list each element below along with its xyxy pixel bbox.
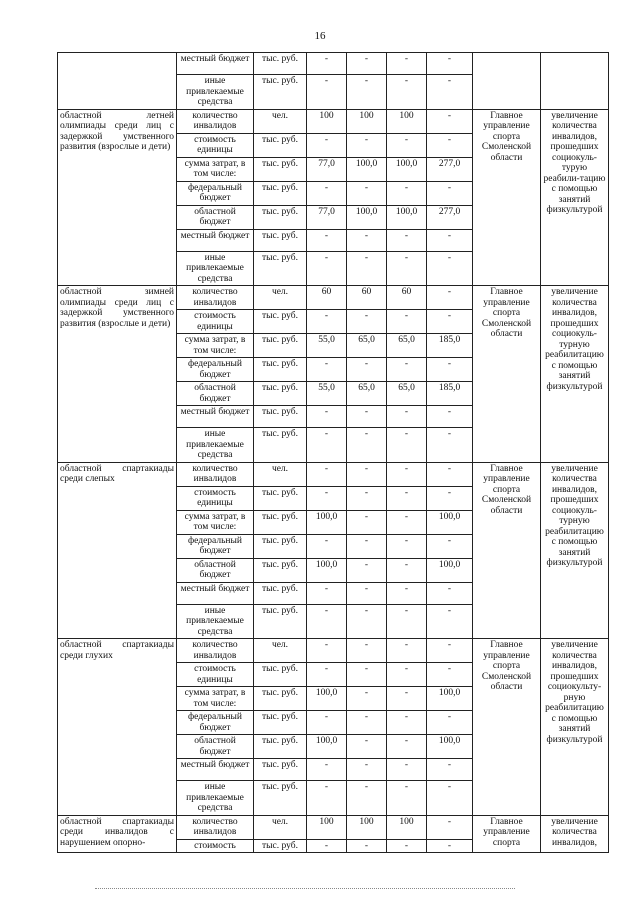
value-cell: - xyxy=(427,109,473,133)
metric-cell: количество инвалидов xyxy=(177,639,254,663)
unit-cell: тыс. руб. xyxy=(254,75,307,110)
value-cell: - xyxy=(347,781,387,816)
value-cell: - xyxy=(427,181,473,205)
value-cell: - xyxy=(307,759,347,781)
unit-cell: тыс. руб. xyxy=(254,759,307,781)
unit-cell: тыс. руб. xyxy=(254,534,307,558)
unit-cell: тыс. руб. xyxy=(254,334,307,358)
value-cell: - xyxy=(427,133,473,157)
value-cell: - xyxy=(387,229,427,251)
metric-cell: федеральный бюджет xyxy=(177,711,254,735)
value-cell: - xyxy=(307,181,347,205)
value-cell: - xyxy=(387,687,427,711)
executor-cell: Главное управление спорта Смоленской области xyxy=(473,462,541,639)
unit-cell: тыс. руб. xyxy=(254,205,307,229)
value-cell: 100,0 xyxy=(307,558,347,582)
value-cell: - xyxy=(427,310,473,334)
value-cell: - xyxy=(387,711,427,735)
value-cell: - xyxy=(427,462,473,486)
value-cell: - xyxy=(307,582,347,604)
value-cell: 100,0 xyxy=(427,687,473,711)
value-cell: 100,0 xyxy=(307,687,347,711)
metric-cell: областной бюджет xyxy=(177,558,254,582)
value-cell: 100,0 xyxy=(387,205,427,229)
value-cell: - xyxy=(347,687,387,711)
value-cell: 65,0 xyxy=(387,382,427,406)
value-cell: - xyxy=(387,639,427,663)
unit-cell: тыс. руб. xyxy=(254,486,307,510)
metric-cell: иные привлекаемые средства xyxy=(177,781,254,816)
value-cell: - xyxy=(387,310,427,334)
value-cell: - xyxy=(427,75,473,110)
metric-cell: иные привлекаемые средства xyxy=(177,604,254,639)
value-cell: 100,0 xyxy=(387,157,427,181)
unit-cell: тыс. руб. xyxy=(254,181,307,205)
unit-cell: чел. xyxy=(254,815,307,839)
value-cell: - xyxy=(427,604,473,639)
metric-cell: сумма затрат, в том числе: xyxy=(177,510,254,534)
value-cell: 100 xyxy=(347,815,387,839)
value-cell: 60 xyxy=(387,286,427,310)
value-cell: 100,0 xyxy=(427,558,473,582)
value-cell: - xyxy=(347,558,387,582)
unit-cell: чел. xyxy=(254,286,307,310)
unit-cell: тыс. руб. xyxy=(254,510,307,534)
executor-cell xyxy=(473,53,541,110)
unit-cell: тыс. руб. xyxy=(254,428,307,463)
metric-cell: стоимость единицы xyxy=(177,310,254,334)
metric-cell: местный бюджет xyxy=(177,229,254,251)
value-cell: - xyxy=(427,486,473,510)
value-cell: 65,0 xyxy=(347,334,387,358)
value-cell: - xyxy=(307,75,347,110)
value-cell: - xyxy=(307,639,347,663)
value-cell: - xyxy=(307,428,347,463)
value-cell: - xyxy=(347,486,387,510)
metric-cell: стоимость xyxy=(177,839,254,853)
value-cell: 55,0 xyxy=(307,334,347,358)
table-row xyxy=(58,53,609,75)
result-cell: увеличение количества инвалидов, xyxy=(541,815,609,853)
value-cell: - xyxy=(307,711,347,735)
metric-cell: стоимость единицы xyxy=(177,486,254,510)
value-cell: - xyxy=(347,735,387,759)
value-cell: - xyxy=(347,711,387,735)
metric-cell: сумма затрат, в том числе: xyxy=(177,687,254,711)
value-cell: - xyxy=(347,53,387,75)
metric-cell: федеральный бюджет xyxy=(177,358,254,382)
metric-cell: количество инвалидов xyxy=(177,462,254,486)
value-cell: - xyxy=(427,229,473,251)
value-cell: - xyxy=(347,462,387,486)
value-cell: - xyxy=(427,663,473,687)
value-cell: - xyxy=(347,582,387,604)
value-cell: - xyxy=(347,181,387,205)
value-cell: - xyxy=(387,406,427,428)
unit-cell: тыс. руб. xyxy=(254,251,307,286)
executor-cell: Главное управление спорта Смоленской области xyxy=(473,109,541,286)
value-cell: 100,0 xyxy=(307,735,347,759)
event-name-cell xyxy=(58,53,177,110)
unit-cell: тыс. руб. xyxy=(254,310,307,334)
value-cell: - xyxy=(427,815,473,839)
unit-cell: тыс. руб. xyxy=(254,781,307,816)
metric-cell: иные привлекаемые средства xyxy=(177,428,254,463)
value-cell: - xyxy=(347,639,387,663)
value-cell: - xyxy=(387,462,427,486)
value-cell: 100 xyxy=(387,109,427,133)
value-cell: - xyxy=(427,582,473,604)
metric-cell: количество инвалидов xyxy=(177,286,254,310)
value-cell: - xyxy=(387,53,427,75)
value-cell: - xyxy=(347,428,387,463)
value-cell: - xyxy=(387,251,427,286)
value-cell: 277,0 xyxy=(427,205,473,229)
value-cell: - xyxy=(427,781,473,816)
value-cell: - xyxy=(307,839,347,853)
value-cell: - xyxy=(307,486,347,510)
value-cell: - xyxy=(307,781,347,816)
value-cell: - xyxy=(427,251,473,286)
value-cell: - xyxy=(427,286,473,310)
value-cell: - xyxy=(307,358,347,382)
metric-cell: иные привлекаемые средства xyxy=(177,75,254,110)
value-cell: 100 xyxy=(307,815,347,839)
value-cell: - xyxy=(347,663,387,687)
value-cell: - xyxy=(347,133,387,157)
table-row xyxy=(58,286,609,310)
metric-cell: сумма затрат, в том числе: xyxy=(177,334,254,358)
unit-cell: тыс. руб. xyxy=(254,711,307,735)
value-cell: 77,0 xyxy=(307,157,347,181)
value-cell: - xyxy=(347,75,387,110)
metric-cell: иные привлекаемые средства xyxy=(177,251,254,286)
value-cell: - xyxy=(307,310,347,334)
value-cell: - xyxy=(387,735,427,759)
value-cell: - xyxy=(427,759,473,781)
value-cell: - xyxy=(387,582,427,604)
event-name-cell: областной летней олимпиады среди лиц с задержкой умственного развития (взрослые и дети) xyxy=(58,109,177,286)
value-cell: 100,0 xyxy=(427,510,473,534)
value-cell: 100 xyxy=(307,109,347,133)
result-cell: увеличение количества инвалидов, прошедших социокуль-турую реабили-тацию с помощью занятий физкультурой xyxy=(541,109,609,286)
metric-cell: местный бюджет xyxy=(177,53,254,75)
metric-cell: местный бюджет xyxy=(177,759,254,781)
value-cell: - xyxy=(387,510,427,534)
result-cell: увеличение количества инвалидов, прошедших социокульту-рную реабилитацию с помощью занятий физкультурой xyxy=(541,639,609,816)
event-name-cell: областной спартакиады среди инвалидов с нарушением опорно- xyxy=(58,815,177,853)
unit-cell: тыс. руб. xyxy=(254,582,307,604)
value-cell: - xyxy=(427,534,473,558)
page-number: 16 xyxy=(314,30,326,42)
value-cell: - xyxy=(307,406,347,428)
value-cell: - xyxy=(427,639,473,663)
value-cell: - xyxy=(307,53,347,75)
value-cell: - xyxy=(427,428,473,463)
value-cell: - xyxy=(347,759,387,781)
unit-cell: тыс. руб. xyxy=(254,382,307,406)
value-cell: - xyxy=(347,251,387,286)
value-cell: 100 xyxy=(387,815,427,839)
value-cell: - xyxy=(427,406,473,428)
value-cell: - xyxy=(387,781,427,816)
value-cell: - xyxy=(307,604,347,639)
value-cell: - xyxy=(427,839,473,853)
value-cell: - xyxy=(387,486,427,510)
page-footer-rule xyxy=(95,888,515,889)
unit-cell: тыс. руб. xyxy=(254,358,307,382)
metric-cell: сумма затрат, в том числе: xyxy=(177,157,254,181)
event-name-cell: областной спартакиады среди слепых xyxy=(58,462,177,639)
metric-cell: количество инвалидов xyxy=(177,109,254,133)
unit-cell: тыс. руб. xyxy=(254,687,307,711)
value-cell: - xyxy=(387,558,427,582)
value-cell: - xyxy=(387,133,427,157)
unit-cell: тыс. руб. xyxy=(254,157,307,181)
value-cell: - xyxy=(387,428,427,463)
unit-cell: чел. xyxy=(254,109,307,133)
value-cell: - xyxy=(347,510,387,534)
value-cell: - xyxy=(387,759,427,781)
value-cell: 277,0 xyxy=(427,157,473,181)
value-cell: - xyxy=(347,534,387,558)
unit-cell: тыс. руб. xyxy=(254,839,307,853)
value-cell: - xyxy=(387,181,427,205)
value-cell: - xyxy=(347,406,387,428)
value-cell: 55,0 xyxy=(307,382,347,406)
unit-cell: тыс. руб. xyxy=(254,229,307,251)
metric-cell: федеральный бюджет xyxy=(177,181,254,205)
table-row xyxy=(58,815,609,839)
value-cell: 100,0 xyxy=(307,510,347,534)
metric-cell: местный бюджет xyxy=(177,406,254,428)
value-cell: - xyxy=(307,229,347,251)
unit-cell: тыс. руб. xyxy=(254,735,307,759)
value-cell: 60 xyxy=(347,286,387,310)
value-cell: - xyxy=(307,663,347,687)
metric-cell: областной бюджет xyxy=(177,382,254,406)
value-cell: - xyxy=(307,133,347,157)
event-name-cell: областной спартакиады среди глухих xyxy=(58,639,177,816)
value-cell: - xyxy=(387,839,427,853)
value-cell: - xyxy=(347,358,387,382)
value-cell: - xyxy=(387,534,427,558)
value-cell: 185,0 xyxy=(427,334,473,358)
table-row xyxy=(58,639,609,663)
metric-cell: местный бюджет xyxy=(177,582,254,604)
value-cell: - xyxy=(387,663,427,687)
value-cell: 100,0 xyxy=(347,157,387,181)
value-cell: 77,0 xyxy=(307,205,347,229)
unit-cell: тыс. руб. xyxy=(254,53,307,75)
metric-cell: федеральный бюджет xyxy=(177,534,254,558)
table-row xyxy=(58,109,609,133)
unit-cell: тыс. руб. xyxy=(254,663,307,687)
metric-cell: областной бюджет xyxy=(177,205,254,229)
value-cell: - xyxy=(427,711,473,735)
result-cell: увеличение количества инвалидов, прошедших социокуль-турную реабилитацию с помощью занятий физкультурой xyxy=(541,286,609,463)
value-cell: - xyxy=(427,358,473,382)
unit-cell: чел. xyxy=(254,639,307,663)
value-cell: 100 xyxy=(347,109,387,133)
executor-cell: Главное управление спорта Смоленской области xyxy=(473,286,541,463)
value-cell: - xyxy=(347,839,387,853)
value-cell: - xyxy=(387,358,427,382)
unit-cell: тыс. руб. xyxy=(254,133,307,157)
value-cell: - xyxy=(307,462,347,486)
value-cell: - xyxy=(387,75,427,110)
unit-cell: чел. xyxy=(254,462,307,486)
value-cell: - xyxy=(427,53,473,75)
result-cell xyxy=(541,53,609,110)
unit-cell: тыс. руб. xyxy=(254,604,307,639)
executor-cell: Главное управление спорта Смоленской области xyxy=(473,639,541,816)
value-cell: 100,0 xyxy=(347,205,387,229)
table-row xyxy=(58,462,609,486)
value-cell: 185,0 xyxy=(427,382,473,406)
unit-cell: тыс. руб. xyxy=(254,558,307,582)
event-name-cell: областной зимней олимпиады среди лиц с задержкой умственного развития (взрослые и дети) xyxy=(58,286,177,463)
executor-cell: Главное управление спорта xyxy=(473,815,541,853)
metric-cell: областной бюджет xyxy=(177,735,254,759)
value-cell: 60 xyxy=(307,286,347,310)
unit-cell: тыс. руб. xyxy=(254,406,307,428)
value-cell: 65,0 xyxy=(387,334,427,358)
value-cell: 65,0 xyxy=(347,382,387,406)
metric-cell: стоимость единицы xyxy=(177,663,254,687)
value-cell: - xyxy=(347,310,387,334)
value-cell: - xyxy=(307,534,347,558)
value-cell: - xyxy=(387,604,427,639)
value-cell: - xyxy=(347,604,387,639)
result-cell: увеличение количества инвалидов, прошедших социокуль-турную реабилитацию с помощью занятий физкультурой xyxy=(541,462,609,639)
program-table xyxy=(57,52,609,853)
metric-cell: количество инвалидов xyxy=(177,815,254,839)
value-cell: - xyxy=(307,251,347,286)
value-cell: - xyxy=(347,229,387,251)
value-cell: 100,0 xyxy=(427,735,473,759)
metric-cell: стоимость единицы xyxy=(177,133,254,157)
